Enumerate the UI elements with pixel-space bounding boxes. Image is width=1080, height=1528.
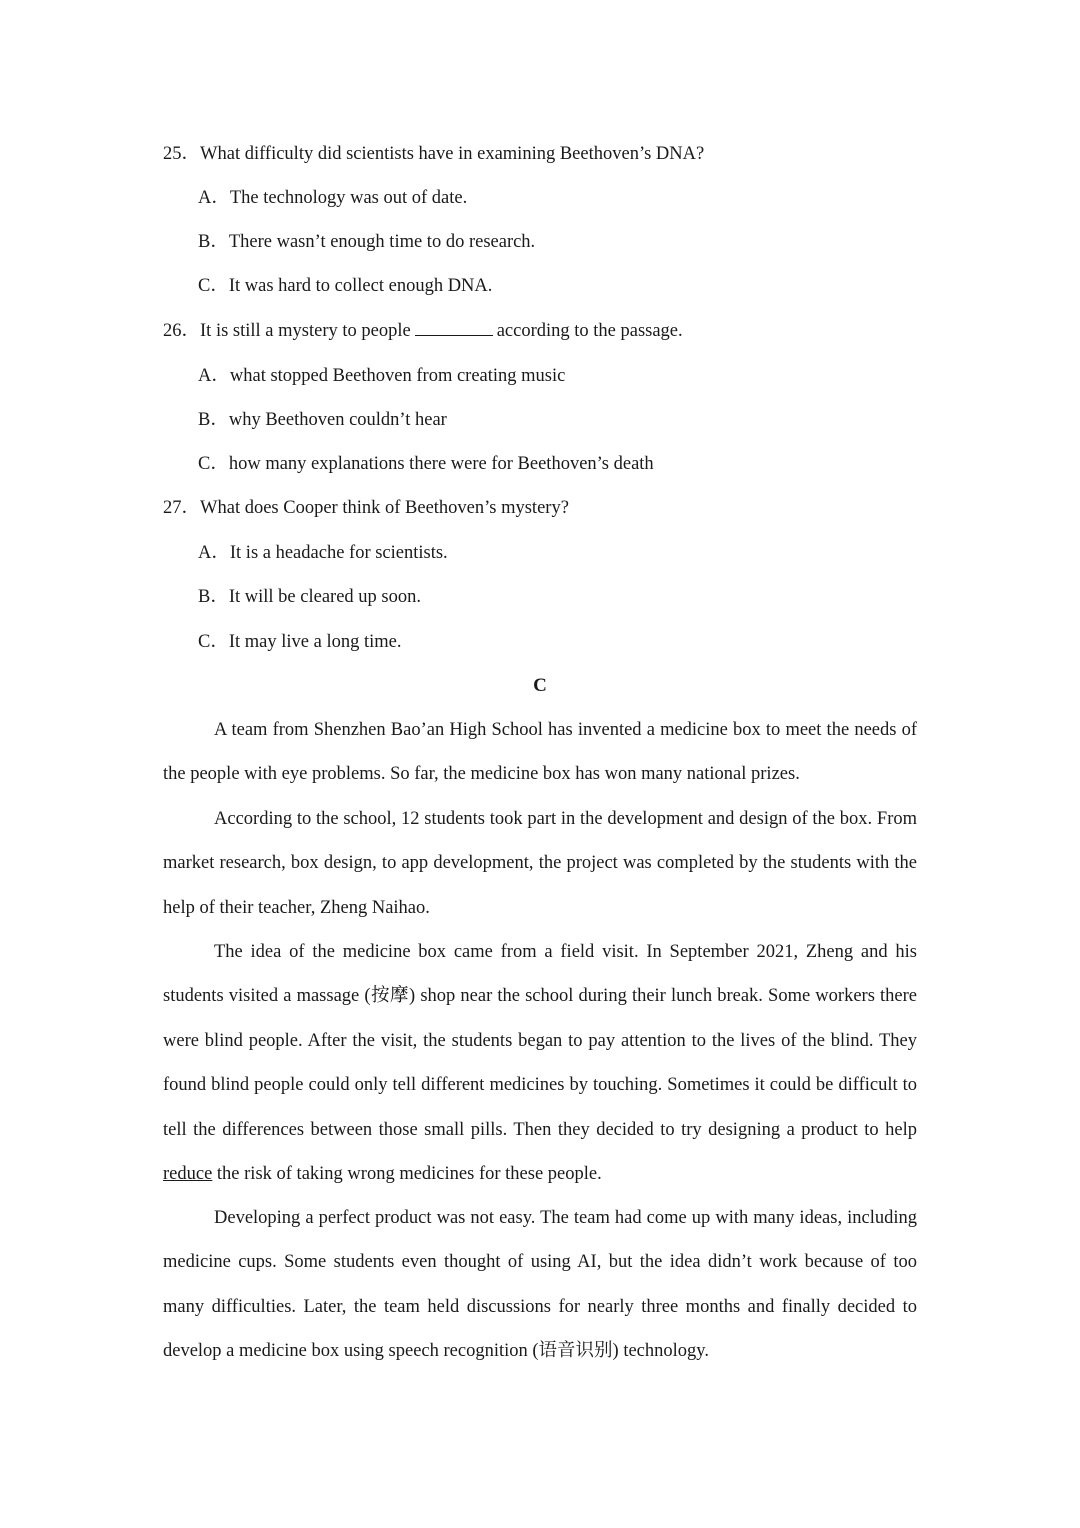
option-26-a (198, 364, 565, 388)
option-text: what stopped Beethoven from creating music (229, 366, 566, 386)
question-text: What difficulty did scientists have in examining Beethoven’s DNA? (200, 144, 705, 164)
option-27-c (198, 630, 401, 654)
question-text-before: It is still a mystery to people (200, 321, 411, 341)
question-number: 26． (163, 321, 201, 341)
question-text: What does Cooper think of Beethoven’s mystery? (200, 498, 569, 518)
option-25-b (198, 230, 535, 254)
passage-paragraph-1: A team from Shenzhen Bao’an High School has invented a medicine box to meet the needs of the people with eye problems. So far, the medicine box has won many national prizes. (163, 720, 917, 785)
passage-paragraph-4: Developing a perfect product was not easy. The team had come up with many ideas, including medicine cups. Some students even thought of using AI, but the idea didn’t work because of too many difficulties. Later, the team held discussions for nearly three months and finally decided to develop a medicine box using speech recognition (语音识别) technology. (163, 1208, 917, 1362)
underlined-word: reduce (163, 1164, 213, 1185)
option-text: It is a headache for scientists. (229, 543, 448, 563)
option-text: The technology was out of date. (229, 188, 468, 208)
option-27-b (198, 585, 421, 609)
option-26-b (198, 408, 447, 432)
passage-paragraph-3 (163, 930, 917, 1196)
option-25-c (198, 274, 492, 298)
option-text: There wasn’t enough time to do research. (228, 232, 536, 252)
option-text: It may live a long time. (228, 632, 402, 652)
section-title: C (533, 675, 547, 696)
option-label: B． (198, 232, 229, 252)
option-text: It will be cleared up soon. (228, 587, 421, 607)
answer-blank (415, 319, 493, 336)
question-26 (163, 319, 683, 343)
question-25 (163, 142, 704, 166)
option-25-a (198, 186, 467, 210)
question-27 (163, 496, 569, 520)
option-label: A． (198, 366, 230, 386)
paragraph-text: the risk of taking wrong medicines for these people. (212, 1164, 602, 1185)
question-number: 25． (163, 144, 201, 164)
option-27-a (198, 541, 448, 565)
option-label: C． (198, 632, 229, 652)
paragraph-text: The idea of the medicine box came from a field visit. In September 2021, Zheng and his students visited a massage (按摩) shop near the school during their lunch break. Some workers there were blind people. After the visit, the students began to pay attention to the lives of the blind. They found blind people could only tell different medicines by touching. Sometimes it could be difficult to tell the differences between those small pills. Then they decided to try designing a product to help (163, 942, 917, 1140)
option-label: C． (198, 276, 229, 296)
option-label: C． (198, 454, 229, 474)
option-text: how many explanations there were for Beethoven’s death (228, 454, 654, 474)
option-text: It was hard to collect enough DNA. (228, 276, 493, 296)
passage-paragraph-2: According to the school, 12 students took part in the development and design of the box. From market research, box design, to app development, the project was completed by the students with the help of their teacher, Zheng Naihao. (163, 809, 917, 918)
option-label: A． (198, 543, 230, 563)
option-label: A． (198, 188, 230, 208)
option-26-c (198, 452, 654, 476)
question-number: 27． (163, 498, 201, 518)
option-text: why Beethoven couldn’t hear (228, 410, 447, 430)
option-label: B． (198, 410, 229, 430)
option-label: B． (198, 587, 229, 607)
question-text-after: according to the passage. (496, 321, 683, 341)
